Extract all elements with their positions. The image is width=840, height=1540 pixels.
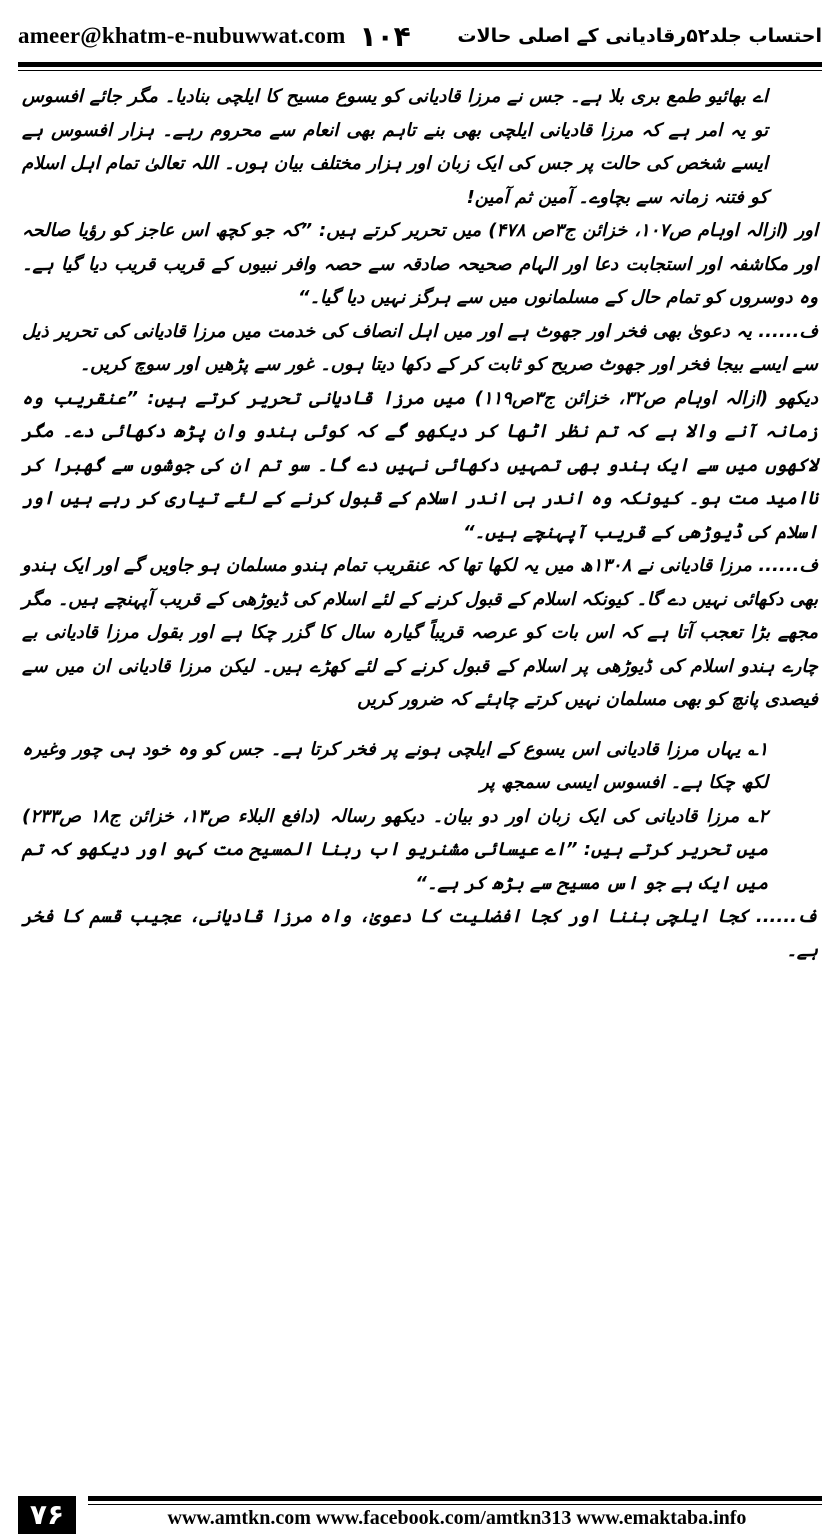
footnotes-section: [22, 733, 818, 968]
footnote: ف...... کجا ایلچی بننا اور کجا افضلیت کا دعویٰ، واہ مرزا قادیانی، عجیب قسم کا فخر ہے۔: [22, 906, 818, 961]
body-paragraph: ف...... یہ دعویٰ بھی فخر اور جھوٹ ہے اور میں اہل انصاف کی خدمت میں مرزا قادیانی کی تحریر ذیل سے ایسے بیجا فخر اور جھوٹ صریح کو ثابت کر کے دکھا دیتا ہوں۔ غور سے پڑھیں اور سوچ کریں۔: [22, 320, 818, 375]
page-body: [22, 80, 818, 967]
body-paragraph: ف...... مرزا قادیانی نے ۱۳۰۸ھ میں یہ لکھا تھا کہ عنقریب تمام ہندو مسلمان ہو جاویں گے اور ایک ہندو بھی دکھائی نہیں دے گا۔ کیونکہ اسلام کے قبول کرنے کے لئے اسلام کی ڈیوڑھی کے قریب آپہنچے ہیں۔ مگر مجھے بڑا تعجب آتا ہے کہ اس بات کو عرصہ قریباً گیارہ سال کا گزر چکا ہے اور بقول مرزا قادیانی بے چارے ہندو اسلام کی ڈیوڑھی پر اسلام کے قبول کرنے کے لئے کھڑے ہیں۔ لیکن مرزا قادیانی ان میں سے فیصدی پانچ کو بھی مسلمان نہیں کرتے چاہئے کہ ضرور کریں: [22, 555, 819, 710]
footer-rule-thin: [88, 1504, 822, 1505]
header-rule-thick: [18, 62, 822, 67]
header-left-group: [18, 20, 411, 53]
footnote: ۱؎ یہاں مرزا قادیانی اس یسوع کے ایلچی ہونے پر فخر کرتا ہے۔ جس کو وہ خود ہی چور وغیرہ لکھ چکا ہے۔ افسوس ایسی سمجھ پر: [22, 738, 768, 793]
page-footer: [18, 1496, 822, 1536]
header-page-number: ۱۰۴: [359, 19, 411, 53]
footer-urls: www.amtkn.com www.facebook.com/amtkn313 www.emaktaba.info: [167, 1507, 747, 1529]
footer-page-number: ۷۶: [18, 1496, 76, 1534]
body-paragraph: اے بھائیو طمع بری بلا ہے۔ جس نے مرزا قادیانی کو یسوع مسیح کا ایلچی بنادیا۔ مگر جائے افسوس تو یہ امر ہے کہ مرزا قادیانی ایلچی بھی بنے تاہم بھی انعام سے محروم رہے۔ ہزار افسوس ہے ایسے شخص کی حالت پر جس کی ایک زبان اور ہزار مختلف بیان ہوں۔ اللہ تعالیٰ تمام اہل اسلام کو فتنہ زمانہ سے بچاوے۔ آمین ثم آمین!: [22, 86, 768, 208]
header-rule-thin: [18, 70, 822, 71]
footer-rule-thick: [88, 1496, 822, 1501]
body-paragraph: دیکھو (ازالہ اوہام ص۳۲، خزائن ج۳ص۱۱۹) میں مرزا قادیانی تحریر کرتے ہیں: ”عنقریب وہ زمانہ آنے والا ہے کہ تم نظر اٹھا کر دیکھو گے کہ کوئی ہندو وان پڑھ دکھائی دے۔ مگر لاکھوں میں سے ایک ہندو بھی تمہیں دکھائی نہیں دے گا۔ سو تم ان کی جوشوں سے گھبرا کر ناامید مت ہو۔ کیونکہ وہ اندر ہی اندر اسلام کے قبول کرنے کے لئے تیاری کر رہے ہیں اور اسلام کی ڈیوڑھی کے قریب آپہنچے ہیں۔“: [22, 387, 819, 543]
footnote: ۲؎ مرزا قادیانی کی ایک زبان اور دو بیان۔ دیکھو رسالہ (دافع البلاء ص۱۳، خزائن ج۱۸ ص۲۳۳) میں تحریر کرتے ہیں: ”اے عیسائی مشنریو اب ربنا المسیح مت کہو اور دیکھو کہ تم میں ایک ہے جو اس مسیح سے بڑھ کر ہے۔“: [22, 805, 769, 894]
header-email: ameer@khatm-e-nubuwwat.com: [18, 23, 346, 48]
header-book-title: احتساب جلد۵۲رقادیانی کے اصلی حالات: [457, 25, 822, 47]
page-header: [18, 14, 822, 58]
body-paragraph: اور (ازالہ اوہام ص۱۰۷، خزائن ج۳ص ۴۷۸) میں تحریر کرتے ہیں: ”کہ جو کچھ اس عاجز کو رؤیا صالحہ اور مکاشفہ اور استجابت دعا اور الہام صحیحہ صادقہ سے حصہ وافر نبیوں کے قریب قریب دیا گیا ہے۔ وہ دوسروں کو تمام حال کے مسلمانوں میں سے ہرگز نہیں دیا گیا۔“: [22, 220, 818, 308]
footnote-gap: [22, 717, 818, 727]
